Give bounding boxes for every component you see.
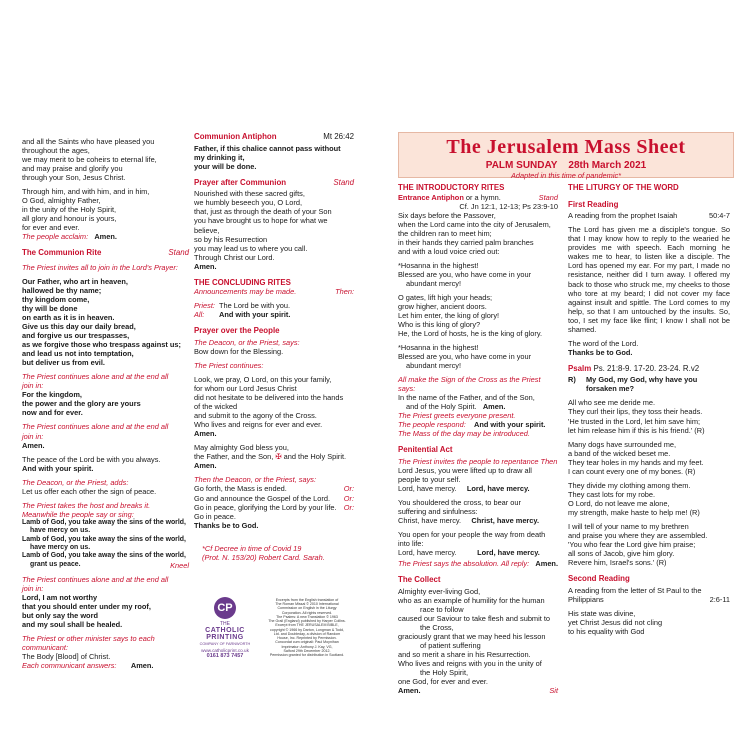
prayer-after-communion	[194, 189, 354, 270]
printer-phone: 0161 873 7457	[206, 652, 244, 659]
text-line: and praise you where they are assembled.	[568, 530, 708, 540]
text-line: The Priest continues alone and at the end all	[22, 574, 169, 584]
response: Amen.	[130, 661, 154, 671]
text-line: House, Inc. Reprinted by Permission.	[277, 636, 337, 641]
text-line: For the kingdom,	[22, 390, 82, 400]
text-line: and forgive us our trespasses,	[22, 331, 130, 341]
kingdom-doxology	[22, 390, 189, 417]
text-line: Blessed are you, who have come in your	[398, 269, 532, 279]
response: Amen.	[22, 440, 45, 450]
text-line: one God, for ever and ever.	[398, 677, 488, 687]
text-line: You open for your people the way from death	[398, 530, 546, 540]
text-line: and my soul shall be healed.	[22, 620, 123, 630]
rubric: Or:	[343, 493, 354, 503]
text-line: that, just as through the death of your Son	[194, 207, 332, 217]
text-line: suffering and sinfulness:	[398, 507, 478, 517]
response: And with your spirit.	[22, 463, 94, 473]
speaker-label: All:	[194, 310, 205, 320]
text-line: copyright © 1966 by Darton, Longman & Todd,	[270, 627, 344, 632]
prayer-after-communion-heading	[194, 178, 354, 188]
text-line: we may merit to be coheirs to eternal life,	[22, 155, 157, 165]
printer-logo	[196, 597, 254, 659]
text-line: forsaken me?	[586, 384, 635, 394]
text-line: for ever and ever.	[22, 223, 80, 233]
text-line: My God, my God, why have you	[586, 375, 698, 385]
psalm-stanza	[568, 481, 730, 517]
rubric: Or:	[343, 484, 354, 494]
text-line: The Body [Blood] of Christ.	[22, 652, 111, 662]
logo-text: THE	[220, 621, 230, 627]
refrain-label: R)	[568, 375, 576, 385]
text-line: O Lord, do not leave me alone,	[568, 498, 670, 508]
first-reading-intro	[568, 211, 730, 220]
scripture-ref: 50:4-7	[709, 211, 730, 221]
section-title: Second Reading	[568, 573, 630, 583]
text-line: Revere him, Israel's sons.' (R)	[568, 557, 667, 567]
text-line: thy will be done	[22, 304, 78, 314]
section-title: Prayer after Communion	[194, 177, 287, 187]
text-line: Go in peace.	[194, 511, 236, 521]
text-line: to his equality with God	[568, 626, 645, 636]
logo-text: COMPANY OF FARNWORTH	[199, 641, 251, 646]
column-2	[194, 132, 354, 562]
text-line: my drinking it,	[194, 152, 245, 162]
text-line: Let him enter, the king of glory!	[398, 311, 500, 321]
scripture-ref: Mt 26:42	[323, 132, 354, 141]
rubric	[22, 372, 189, 390]
text-line: Who is this king of glory?	[398, 320, 481, 330]
text-line: grow higher, ancient doors.	[398, 301, 487, 311]
psalm-stanza	[568, 522, 730, 567]
first-reading-text: The Lord has given me a disciple's tongue. So that I may know how to reply to the wearied he provides me with speech. Each morning he wakes me to hear, to listen like a disciple. The Lord has opened my ear. For my part, I made no resistance, neither did I turn away. I offered my back to those who struck me, my cheeks to those who tore at my beard; I did not cover my face against insult and spittle. The Lord comes to my help, so that I am untouched by the insults. So, too, I set my face like flint; I know I shall not be shamed.	[568, 225, 730, 334]
text-line: join in:	[22, 381, 44, 391]
text-line: and lead us not into temptation,	[22, 349, 134, 359]
text-line: Blessed are you, who have come in your	[398, 352, 532, 362]
section-title: Entrance Antiphon	[398, 192, 464, 202]
text-line: join in:	[22, 583, 44, 593]
text-line: and so merit a share in his Resurrection.	[398, 650, 531, 660]
text-line: The word of the Lord.	[568, 338, 639, 348]
text-line: Who lives and reigns with you in the unity of	[398, 659, 542, 669]
text-line: They tear holes in my hands and my feet.	[568, 457, 704, 467]
response: Amen.	[194, 461, 217, 471]
text-line: Our Father, who art in heaven,	[22, 277, 128, 287]
posture-label: Kneel	[170, 560, 189, 570]
text-line: or a hymn.	[465, 192, 501, 202]
text-line: caused our Saviour to take flesh and submit to	[398, 614, 551, 624]
psalm-heading	[568, 364, 730, 374]
text-line: You shouldered the cross, to bear our	[398, 498, 521, 508]
logo-text: PRINTING	[206, 634, 244, 642]
text-line: all sons of Jacob, give him glory.	[568, 548, 675, 558]
text-line: throughout the ages,	[22, 146, 90, 156]
text-line: my strength, make haste to help me! (R)	[568, 507, 700, 517]
text-line: for whom our Lord Jesus Christ	[194, 384, 297, 394]
text-line: All who see me deride me.	[568, 398, 656, 408]
prayer-over-people	[194, 375, 354, 438]
rubric: Then:	[335, 287, 354, 297]
logo-name	[196, 627, 254, 642]
text-line: Excerpt from THE JERUSALEM BIBLE,	[275, 623, 339, 628]
response: Christ, have mercy.	[471, 516, 540, 526]
posture-label: Sit	[549, 686, 558, 696]
text-line: Father, if this chalice cannot pass without	[194, 143, 341, 153]
text-line: Give us this day our daily bread,	[22, 322, 136, 332]
blessing	[194, 443, 354, 470]
text-line: who as an example of humility for the human	[398, 596, 545, 606]
text-line: Ltd. and Doubleday, a division of Random	[273, 631, 341, 636]
text-line: Bow down for the Blessing.	[194, 347, 284, 357]
entrance-antiphon	[398, 211, 558, 256]
text-line: into life:	[398, 539, 424, 549]
decree-note	[194, 544, 354, 562]
text-line: I will tell of your name to my brethren	[568, 521, 689, 531]
lamb-of-god	[22, 519, 189, 570]
text-line: have mercy on us.	[30, 527, 91, 535]
rubric: Announcements may be made.	[194, 287, 297, 297]
text-line: *Hosanna in the highest!	[398, 343, 479, 353]
section-title: The Collect	[398, 575, 441, 585]
text-line: Look, we pray, O Lord, on this your family,	[194, 375, 332, 385]
penitential-3	[398, 530, 558, 557]
text-line: of the wicked	[194, 402, 238, 412]
text-line: Many dogs have surrounded me,	[568, 439, 677, 449]
lord-i-am-not-worthy	[22, 593, 189, 629]
text-line: Through him, and with him, and in him,	[22, 187, 150, 197]
column-4	[568, 183, 730, 636]
text-line: as we forgive those who trespass against us;	[22, 340, 181, 350]
response: Lord, have mercy.	[477, 548, 540, 558]
text-line: the power and the glory are yours	[22, 399, 141, 409]
section-title: Prayer over the People	[194, 326, 280, 336]
text-line: Lord, have mercy.	[398, 484, 457, 494]
text-line: The Priest takes the host and breaks it.	[22, 500, 151, 510]
section-title: Psalm	[568, 363, 592, 373]
text-line: in the unity of the Holy Spirit,	[22, 205, 117, 215]
section-title: First Reading	[568, 199, 619, 209]
dismissal	[194, 484, 354, 529]
hosanna-2	[398, 343, 558, 370]
rubric: The Priest greets everyone present.	[398, 411, 516, 421]
text-line: Imprimatur: Anthony J. Kay, VG,	[281, 644, 333, 649]
text-line: and submit to the agony of the Cross.	[194, 411, 317, 421]
text-line: His state was divine,	[568, 608, 636, 618]
text-line: abundant mercy!	[406, 361, 462, 371]
response: Amen.	[482, 402, 506, 412]
rubric: The Priest invites all to join in the Lord's Prayer:	[22, 262, 178, 272]
text-line: Lord Jesus, you were lifted up to draw all	[398, 466, 532, 476]
text-line: and all the Saints who have pleased you	[22, 137, 155, 146]
text-line: Meanwhile the people say or sing:	[22, 509, 134, 519]
rubric: The Deacon, or the Priest, says:	[194, 338, 300, 348]
response: Amen.	[398, 686, 421, 696]
posture-label: Stand	[333, 177, 354, 187]
text-line: Almighty ever-living God,	[398, 587, 481, 597]
peace	[22, 455, 189, 473]
text-line: when the Lord came into the city of Jerusalem,	[398, 219, 551, 229]
response: Amen.	[194, 261, 217, 271]
text-line: the children ran to meet him;	[398, 228, 492, 238]
rubric: All make the Sign of the Cross as the Priest says:	[398, 375, 541, 394]
text-line: communicant:	[22, 643, 69, 653]
text-line: through your Son, Jesus Christ.	[22, 173, 126, 183]
text-line: in their hands they carried palm branches	[398, 237, 534, 247]
psalm-refrain	[568, 375, 730, 393]
response: Lord, have mercy.	[466, 484, 530, 494]
text-line: Go in peace, glorifying the Lord by your life.	[194, 502, 337, 512]
text-line: Who lives and reigns for ever and ever.	[194, 420, 323, 430]
rubric: The people respond:	[398, 420, 466, 430]
text-line: Philippians	[568, 594, 604, 604]
penitential-1	[398, 466, 558, 493]
speaker-label: Priest:	[194, 301, 215, 311]
rubric: Then the Deacon, or the Priest, says:	[194, 475, 317, 485]
second-reading-text	[568, 609, 730, 636]
rubric	[22, 501, 189, 519]
pandemic-note: Adapted in this time of pandemic*	[510, 171, 622, 180]
text-line: your will be done.	[194, 161, 257, 171]
text-line: Salford 29th December 2012.	[283, 648, 331, 653]
announcements	[194, 287, 354, 296]
rubric: Or:	[343, 502, 354, 512]
text-line: and of the Holy Spirit.	[406, 402, 477, 412]
response: Amen.	[94, 232, 117, 242]
rubric: The Mass of the day may be introduced.	[398, 429, 530, 439]
text-line: yet Christ Jesus did not cling	[568, 617, 663, 627]
text-line: race to follow	[420, 605, 464, 615]
text-line: on earth as it is in heaven.	[22, 313, 115, 323]
rubric: The Priest says the absolution. All reply:	[398, 559, 530, 569]
text-line: The Priest continues alone and at the end all	[22, 422, 169, 432]
response: Thanks be to God.	[194, 520, 259, 530]
text-line: you may lead us to where you call.	[194, 243, 308, 253]
text-line: The Lord be with you.	[219, 301, 291, 311]
scripture-ref: Ps. 21:8-9. 17-20. 23-24. R.v2	[593, 363, 700, 373]
text-line: Nourished with these sacred gifts,	[194, 189, 305, 199]
text-line: Through Christ our Lord.	[194, 252, 275, 262]
text-line: thy kingdom come,	[22, 295, 90, 305]
cross-icon: ✠	[275, 452, 282, 462]
text-line: 'You who fear the Lord give him praise;	[568, 539, 696, 549]
psalm-stanza	[568, 440, 730, 476]
text-line: grant us peace.	[30, 560, 81, 568]
text-line: He, the Lord of hosts, he is the king of glory.	[398, 329, 543, 339]
printer-website: www.catholicprint.co.uk	[201, 647, 249, 653]
penitential-2	[398, 498, 558, 525]
text-line: did not hesitate to be delivered into the hands	[194, 393, 344, 403]
text-line: Corporation. All rights reserved.	[281, 610, 333, 615]
text-line: you have brought us to hope for what we believe,	[194, 216, 328, 235]
section-title: THE LITURGY OF THE WORD	[568, 183, 679, 192]
text-line: 'He trusted in the Lord, let him save him;	[568, 416, 701, 426]
text-line: Lord, have mercy.	[398, 548, 457, 558]
printer-logo-icon: CP	[214, 597, 236, 619]
text-line: we humbly beseech you, O Lord,	[194, 198, 303, 208]
text-line: Lord, I am not worthy	[22, 592, 98, 602]
communion-rite-heading	[22, 248, 189, 258]
text-line: The peace of the Lord be with you always.	[22, 454, 161, 464]
text-line: Lamb of God, you take away the sins of the world,	[22, 518, 186, 526]
text-line: people to your self.	[398, 475, 461, 485]
text-line: Permission granted for distribution in Scotland.	[269, 653, 345, 658]
text-line: and may praise and glorify you	[22, 164, 123, 174]
text-line: that you should enter under my roof,	[22, 602, 151, 611]
text-line: Concordat cum originali: Paul Moynihan	[275, 640, 339, 645]
text-line: The Psalms: A new Translation © 1963	[276, 614, 338, 619]
text-line: but deliver us from evil.	[22, 358, 105, 368]
response: Amen.	[194, 429, 217, 439]
text-line: of patient suffering	[420, 641, 481, 651]
rubric: Each communicant answers:	[22, 661, 117, 671]
text-line: the Cross,	[420, 623, 454, 633]
text-line: so by his Resurrection	[194, 234, 268, 244]
text-line: O God, almighty Father,	[22, 196, 101, 206]
text-line: In the name of the Father, and of the Son,	[398, 393, 535, 403]
text-line: A reading from the prophet Isaiah	[568, 211, 678, 221]
text-line: and the Holy Spirit.	[283, 452, 347, 462]
text-line: The Roman Missal © 2010 International	[275, 602, 339, 607]
page-subtitle: PALM SUNDAY 28th March 2021	[485, 160, 647, 171]
text-line: *Cf Decree in time of Covid 19	[202, 543, 302, 553]
response: And with your spirit.	[219, 310, 291, 320]
lords-prayer	[22, 277, 189, 367]
text-line: They divide my clothing among them.	[568, 480, 691, 490]
text-line: The Priest or other minister says to each	[22, 634, 155, 644]
section-title: THE INTRODUCTORY RITES	[398, 183, 505, 192]
text-line: O gates, lift high your heads;	[398, 292, 493, 302]
response: Amen.	[535, 559, 558, 569]
greeting-dialogue	[194, 301, 354, 319]
response: Thanks be to God.	[568, 347, 633, 357]
rubric: The Deacon, or the Priest, adds:	[22, 477, 129, 487]
column-3	[398, 183, 558, 695]
text-line: a band of the wicked beset me.	[568, 448, 671, 458]
text-line: I can count every one of my bones. (R)	[568, 466, 696, 476]
mass-sheet-header	[398, 132, 734, 178]
rubric: The Priest continues:	[194, 361, 264, 371]
absolution	[398, 559, 558, 568]
text-line: all glory and honour is yours,	[22, 214, 117, 224]
scripture-ref: Cf. Jn 12:1, 12-13; Ps 23:9-10	[459, 201, 558, 211]
text-line: but only say the word	[22, 611, 98, 621]
text-line: Excerpts from the English translation of	[275, 598, 339, 602]
text-line: the Father, and the Son,	[194, 452, 274, 462]
text-line: hallowed be thy name;	[22, 286, 102, 296]
gates	[398, 293, 558, 338]
logo-text: CATHOLIC	[205, 627, 245, 634]
text-line: They curl their lips, they toss their heads.	[568, 407, 703, 417]
scripture-ref: 2:6-11	[709, 594, 730, 604]
section-title: Communion Antiphon	[194, 132, 277, 141]
section-title: The Communion Rite	[22, 248, 102, 258]
posture-label: Stand	[538, 192, 558, 202]
copyright-notice	[260, 598, 354, 657]
doxology-lines	[22, 137, 189, 182]
posture-label: Stand	[168, 248, 189, 258]
text-line: the Holy Spirit,	[420, 668, 469, 678]
text-line: join in:	[22, 431, 44, 441]
text-line: now and for ever.	[22, 408, 83, 418]
text-line: Go and announce the Gospel of the Lord.	[194, 493, 331, 503]
entrance-antiphon-heading	[398, 193, 558, 202]
collect	[398, 587, 558, 695]
text-line: They cast lots for my robe.	[568, 489, 656, 499]
text-line: (Prot. N. 153/20) Robert Card. Sarah.	[202, 552, 325, 562]
text-line: May almighty God bless you,	[194, 443, 289, 453]
text-line: The Priest continues alone and at the end all	[22, 372, 169, 382]
text-line: have mercy on us.	[30, 544, 91, 552]
text-line: Six days before the Passover,	[398, 210, 496, 220]
page-title: The Jerusalem Mass Sheet	[446, 136, 686, 158]
text-line: A reading from the letter of St Paul to the	[568, 585, 702, 595]
text-line: Lamb of God, you take away the sins of the world,	[22, 535, 186, 543]
section-title: Penitential Act	[398, 445, 453, 455]
rubric	[22, 575, 189, 593]
communion-antiphon	[194, 144, 354, 171]
rubric: The people acclaim:	[22, 232, 89, 242]
text-line: abundant mercy!	[406, 278, 462, 288]
section-title: THE CONCLUDING RITES	[194, 277, 291, 287]
communion-antiphon-heading	[194, 132, 354, 142]
text-line: Let us offer each other the sign of peace.	[22, 486, 157, 496]
column-1	[22, 137, 189, 670]
response: And with your spirit.	[474, 420, 546, 430]
text-line: The Grail (England) published by Harper Collins.	[268, 619, 346, 624]
text-line: let him release him if this is his friend.' (R)	[568, 425, 705, 435]
through-him	[22, 187, 189, 241]
psalm-stanza	[568, 398, 730, 434]
rubric	[22, 634, 189, 652]
text-line: graciously grant that we may heed his lesson	[398, 632, 546, 642]
text-line: *Hosanna in the highest!	[398, 260, 479, 270]
rubric: The Priest invites the people to repentance Then	[398, 457, 558, 467]
text-line: Commission on English in the Liturgy	[277, 606, 337, 611]
rubric	[22, 422, 189, 440]
text-line: Christ, have mercy.	[398, 516, 462, 526]
text-line: and with a loud voice cried out:	[398, 246, 500, 256]
text-line: Lamb of God, you take away the sins of the world,	[22, 552, 186, 560]
hosanna-1	[398, 261, 558, 288]
text-line: Go forth, the Mass is ended.	[194, 484, 287, 494]
